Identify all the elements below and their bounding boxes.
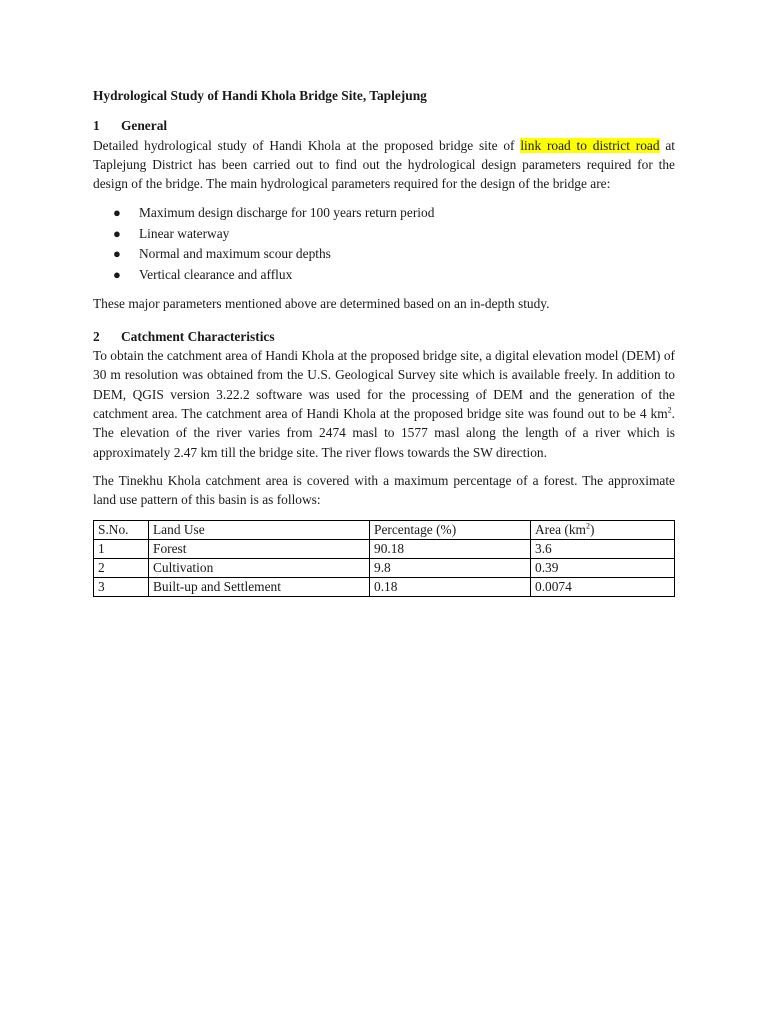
section-1-heading bbox=[93, 116, 675, 135]
list-item-text: Normal and maximum scour depths bbox=[139, 246, 331, 262]
section-1-closing: These major parameters mentioned above are determined based on an in-depth study. bbox=[93, 296, 550, 312]
list-item bbox=[113, 203, 675, 224]
section-2-paragraph-2: The Tinekhu Khola catchment area is covered with a maximum percentage of a forest. The approximate land use pattern of this basin is as follows: bbox=[93, 472, 675, 508]
section-1-number: 1 bbox=[93, 118, 100, 134]
land-use-table bbox=[93, 520, 675, 597]
section-1-text-end: at Taplejung District has been carried out to find out the hydrological design parameters required for the design of the bridge. The main hydrological parameters required for the design of the bridge are: bbox=[93, 137, 675, 192]
bullet-icon: ● bbox=[113, 225, 121, 241]
superscript: 2 bbox=[667, 405, 672, 415]
section-1-text-start: Detailed hydrological study of Handi Khola at the proposed bridge site of bbox=[93, 137, 521, 153]
list-item-text: Maximum design discharge for 100 years return period bbox=[139, 205, 435, 221]
document-title: Hydrological Study of Handi Khola Bridge Site, Taplejung bbox=[93, 88, 427, 103]
cell-sno: 2 bbox=[94, 559, 149, 578]
table-row bbox=[94, 540, 675, 559]
header-land-use: Land Use bbox=[149, 521, 370, 540]
section-1-title: General bbox=[121, 118, 168, 134]
cell-area: 0.0074 bbox=[531, 578, 675, 597]
cell-sno: 3 bbox=[94, 578, 149, 597]
cell-land-use: Cultivation bbox=[149, 559, 370, 578]
section-2-paragraph-1 bbox=[93, 346, 675, 462]
bullet-icon: ● bbox=[113, 205, 121, 221]
list-item-text: Vertical clearance and afflux bbox=[139, 266, 293, 282]
table-header-row bbox=[94, 521, 675, 540]
cell-land-use: Forest bbox=[149, 540, 370, 559]
section-2-text-end: . The elevation of the river varies from 2474 masl to 1577 masl along the length of a river which is approximately 2.47 km till the bridge site. The river flows towards the SW direction. bbox=[93, 405, 675, 460]
list-item bbox=[113, 244, 675, 265]
cell-sno: 1 bbox=[94, 540, 149, 559]
section-1-paragraph bbox=[93, 136, 675, 194]
parameter-list bbox=[93, 203, 675, 285]
header-area: Area $(km^2)$ bbox=[531, 521, 675, 540]
list-item bbox=[113, 224, 675, 245]
section-2-text-start: To obtain the catchment area of Handi Khola at the proposed bridge site, a digital elevation model (DEM) of 30 m resolution was obtained from the U.S. Geological Survey site which is available freely. In addition to DEM, QGIS version 3.22.2 software was used for the processing of DEM and the generation of the catchment area. The catchment area of Handi Khola at the proposed bridge site was found out to be 4 km bbox=[93, 348, 675, 421]
list-item bbox=[113, 265, 675, 286]
cell-area: 0.39 bbox=[531, 559, 675, 578]
list-item-text: Linear waterway bbox=[139, 225, 230, 241]
cell-area: 3.6 bbox=[531, 540, 675, 559]
bullet-icon: ● bbox=[113, 246, 121, 262]
section-2-title: Catchment Characteristics bbox=[121, 328, 275, 344]
cell-percentage: 9.8 bbox=[370, 559, 531, 578]
section-2-heading bbox=[93, 327, 675, 346]
section-2-number: 2 bbox=[93, 328, 100, 344]
bullet-icon: ● bbox=[113, 266, 121, 282]
cell-percentage: 90.18 bbox=[370, 540, 531, 559]
cell-land-use: Built-up and Settlement bbox=[149, 578, 370, 597]
table-row bbox=[94, 559, 675, 578]
header-percentage: Percentage (%) bbox=[370, 521, 531, 540]
document-page bbox=[93, 86, 675, 597]
header-sno: S.No. bbox=[94, 521, 149, 540]
cell-percentage: 0.18 bbox=[370, 578, 531, 597]
table-row bbox=[94, 578, 675, 597]
highlighted-text: link road to district road bbox=[520, 137, 660, 153]
